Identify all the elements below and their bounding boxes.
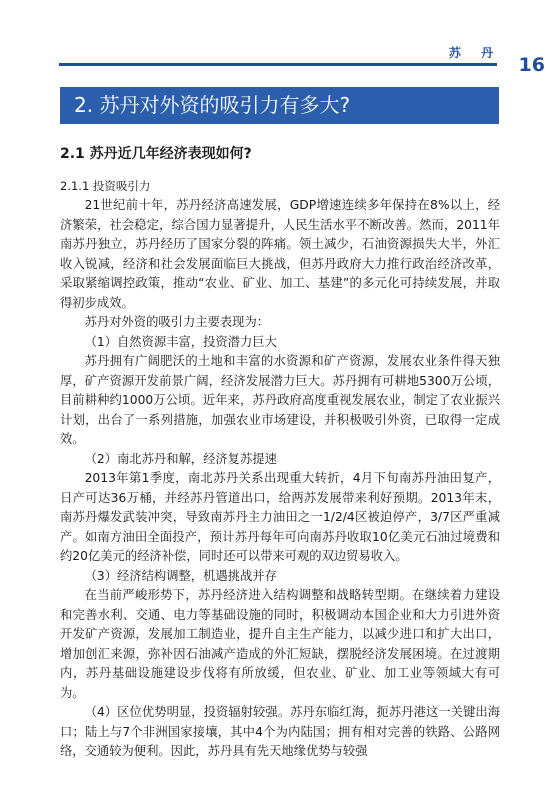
list-heading: （2）南北苏丹和解，经济复苏提速 — [84, 451, 277, 466]
page-number: 16 — [518, 54, 545, 76]
chapter-title-bar — [60, 87, 499, 124]
body-text — [60, 196, 500, 762]
running-header-country: 苏 丹 — [448, 46, 501, 60]
paragraph: 2013年第1季度，南北苏丹关系出现重大转折，4月下旬南苏丹油田复产，日产可达36万桶，并经苏丹管道出口，给两苏发展带来利好预期。2013年末，南苏丹爆发武装冲突，导致南苏丹主力油田之一1/2/4区被迫停产，3/7区严重减产。如南方油田全面投产，预计苏丹每年可向南苏丹收取10亿美元石油过境费和约20亿美元的经济补偿，同时还可以带来可观的双边贸易收入。 — [60, 471, 500, 563]
subsection-heading: 2.1.1 投资吸引力 — [60, 179, 151, 193]
chapter-title: 2. 苏丹对外资的吸引力有多大? — [74, 93, 351, 117]
section-heading: 2.1 苏丹近几年经济表现如何? — [60, 146, 252, 162]
paragraph: （4）区位优势明显，投资辐射较强。苏丹东临红海，扼苏丹港这一关键出海口；陆上与7个非洲国家接壤，其中4个为内陆国；拥有相对完善的铁路、公路网络，交通较为便利。因此，苏丹具有先天地缘优势与较强 — [60, 705, 500, 758]
paragraph: 苏丹拥有广阔肥沃的土地和丰富的水资源和矿产资源，发展农业条件得天独厚，矿产资源开发前景广阔，经济发展潜力巨大。苏丹拥有可耕地5300万公顷，目前耕种约1000万公顷。近年来，苏丹政府高度重视发展农业，制定了农业振兴计划，出台了一系列措施，加强农业市场建设，并积极吸引外资，已取得一定成效。 — [60, 354, 500, 446]
list-heading: （3）经济结构调整，机遇挑战并存 — [84, 568, 277, 583]
paragraph: 苏丹对外资的吸引力主要表现为： — [84, 315, 270, 329]
paragraph: 在当前严峻形势下，苏丹经济进入结构调整和战略转型期。在继续着力建设和完善水利、交通、电力等基础设施的同时，积极调动本国企业和大力引进外资开发矿产资源，发展加工制造业，提升自主生产能力，以减少进口和扩大出口，增加创汇来源，弥补因石油减产造成的外汇短缺，摆脱经济发展困境。在过渡期内，苏丹基础设施建设步伐将有所放缓，但农业、矿业、加工业等领域大有可为。 — [60, 588, 500, 700]
paragraph: 21世纪前十年，苏丹经济高速发展，GDP增速连续多年保持在8%以上，经济繁荣，社会稳定，综合国力显著提升，人民生活水平不断改善。然而，2011年南苏丹独立，苏丹经历了国家分裂的阵痛。领土减少，石油资源损失大半，外汇收入锐减，经济和社会发展面临巨大挑战，但苏丹政府大力推行政治经济改革，采取紧缩调控政策，推动“农业、矿业、加工、基建”的多元化可持续发展，并取得初步成效。 — [60, 198, 500, 310]
list-heading: （1）自然资源丰富，投资潜力巨大 — [84, 334, 277, 349]
header-rule — [59, 63, 497, 66]
